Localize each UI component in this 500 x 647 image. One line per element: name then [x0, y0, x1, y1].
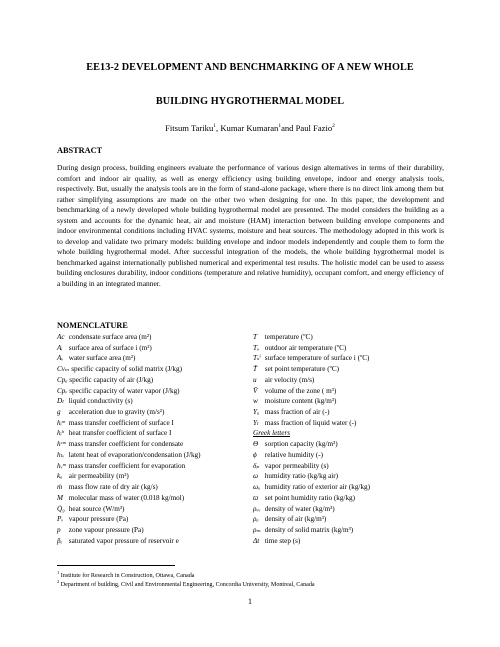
- nomenclature-entry: [253, 525, 453, 536]
- nomenclature-symbol: hᵢᵐ: [57, 418, 65, 427]
- nomenclature-entry: [57, 536, 257, 547]
- nomenclature-description: heat source (W/m³): [68, 504, 125, 513]
- nomenclature-description: density of air (kg/m³): [264, 515, 327, 524]
- author-3: Paul Fazio: [295, 123, 333, 133]
- nomenclature-description: outdoor air temperature (ºC): [264, 343, 347, 352]
- abstract-body: During design process, building engineers evaluate the performance of various design alternatives in terms of their durability, comfort and indoor air quality, as well as energy efficiency using building envelope, indoor and energy analysis tools, respectively. But, usually the analysis tools are in the form of stand-alone package, where there is no direct link among them but rather simplifying assumptions are made on the other two when designing for one. In this paper, the development and benchmarking of a newly developed whole building hygrothermal model are presented. The model considers the building as a system and accounts for the dynamic heat, air and moisture (HAM) interaction between building envelope components and indoor environmental conditions including HVAC systems, moisture and heat sources. The methodology adopted in this work is to develop and validate two primary models: building envelope and indoor models independently and couple them to form the whole building hygrothermal model. After successful integration of the models, the whole building hygrothermal model is benchmarked against internationally published numerical and experimental test results. The holistic model can be used to assess building enclosures durability, indoor conditions (temperature and relative humidity), occupant comfort, and energy efficiency of a building in an integrated manner.: [57, 163, 444, 289]
- nomenclature-symbol: δₚ: [253, 461, 260, 470]
- nomenclature-entry: [57, 525, 257, 536]
- footnote-2: [57, 579, 315, 588]
- nomenclature-symbol: Aᵢ: [57, 343, 63, 352]
- nomenclature-symbol: Yₗ: [253, 418, 259, 427]
- nomenclature-entry: [57, 375, 257, 386]
- nomenclature-symbol: hᵥᵐ: [57, 461, 66, 470]
- nomenclature-description: mass fraction of air (-): [264, 408, 330, 417]
- nomenclature-description: surface temperature of surface i (ºC): [264, 354, 370, 363]
- nomenclature-description: air velocity (m/s): [264, 375, 315, 384]
- author-2: Kumar Kumaran: [220, 123, 279, 133]
- nomenclature-description: specific capacity of air (J/kg): [69, 375, 154, 384]
- nomenclature-entry: [57, 407, 257, 418]
- nomenclature-symbol: ϖ: [253, 493, 259, 502]
- nomenclature-symbol: T̃: [253, 365, 257, 374]
- nomenclature-entry: [57, 461, 257, 472]
- nomenclature-entry: [253, 407, 453, 418]
- nomenclature-description: volume of the zone ( m³): [264, 386, 337, 395]
- nomenclature-entry: [253, 396, 453, 407]
- nomenclature-symbol: Pᵥ: [57, 515, 64, 524]
- nomenclature-description: water surface area (m²): [68, 354, 136, 363]
- footnote-2-text: Department of building, Civil and Environmental Engineering, Concordia University, Montreal, Canada: [60, 582, 315, 589]
- page-number: 1: [248, 597, 252, 606]
- nomenclature-description: mass flow rate of dry air (kg/s): [68, 483, 158, 492]
- nomenclature-description: humidity ratio of exterior air (kg/kg): [264, 483, 370, 492]
- nomenclature-entry: [253, 514, 453, 525]
- nomenclature-symbol: hₗᵥ: [57, 450, 65, 459]
- footnote-1-text: Institute for Research in Construction, Ottawa, Canada: [60, 573, 195, 580]
- footnote-2-number: 2: [57, 579, 60, 584]
- nomenclature-entry: [57, 343, 257, 354]
- nomenclature-entry: [253, 428, 453, 439]
- nomenclature-symbol: g⃗: [57, 408, 67, 417]
- greek-letters-subheading: Greek letters: [253, 429, 291, 438]
- footnote-divider: [57, 565, 175, 566]
- nomenclature-symbol: hᶜᵐ: [57, 440, 66, 449]
- nomenclature-entry: [57, 471, 257, 482]
- nomenclature-symbol: ω: [253, 472, 259, 481]
- nomenclature-description: surface area of surface i (m²): [68, 343, 152, 352]
- nomenclature-entry: [253, 493, 453, 504]
- nomenclature-description: vapor permeability (s): [264, 461, 329, 470]
- nomenclature-symbol: ωₒ: [253, 483, 261, 492]
- nomenclature-entry: [57, 428, 257, 439]
- nomenclature-symbol: Dₗ: [57, 397, 64, 406]
- paper-title-line-1: EE13-2 DEVELOPMENT AND BENCHMARKING OF A NEW WHOLE: [86, 62, 414, 73]
- nomenclature-symbol: Aᵥ: [57, 354, 64, 363]
- nomenclature-symbol: u⃗: [253, 375, 263, 384]
- nomenclature-entry: [253, 375, 453, 386]
- footnote-1-number: 1: [57, 570, 60, 575]
- nomenclature-symbol: p: [57, 525, 61, 534]
- nomenclature-entry: [57, 396, 257, 407]
- nomenclature-entry: [253, 364, 453, 375]
- nomenclature-symbol: Cpₐ: [57, 375, 68, 384]
- nomenclature-entry: [253, 332, 453, 343]
- nomenclature-symbol: ρₘ: [253, 525, 261, 534]
- nomenclature-symbol: Yₐ: [253, 408, 260, 417]
- nomenclature-entry: [253, 418, 453, 429]
- nomenclature-symbol: Cpᵥ: [57, 386, 68, 395]
- nomenclature-description: mass transfer coefficient for evaporation: [68, 461, 186, 470]
- nomenclature-symbol: Ac: [57, 333, 65, 341]
- nomenclature-description: mass transfer coefficient for condensate: [68, 440, 184, 449]
- nomenclature-entry: [253, 504, 453, 515]
- nomenclature-description: zone vapour pressure (Pa): [68, 525, 144, 534]
- abstract-heading: ABSTRACT: [57, 146, 103, 155]
- nomenclature-entry: [57, 504, 257, 515]
- author-list: [0, 123, 500, 133]
- nomenclature-description: sorption capacity (kg/m³): [264, 440, 338, 449]
- nomenclature-symbol: Tₒ: [253, 343, 260, 352]
- nomenclature-entry: [57, 450, 257, 461]
- nomenclature-description: density of water (kg/m³): [264, 504, 335, 513]
- nomenclature-entry: [57, 482, 257, 493]
- nomenclature-description: saturated vapor pressure of reservoir e: [68, 536, 179, 545]
- nomenclature-entry: [57, 514, 257, 525]
- nomenclature-entry: [57, 332, 257, 343]
- nomenclature-symbol: ϕ: [253, 450, 257, 459]
- nomenclature-description: molecular mass of water (0.018 kg/mol): [68, 493, 185, 502]
- nomenclature-entry: [57, 493, 257, 504]
- nomenclature-entry: [57, 439, 257, 450]
- nomenclature-entry: [253, 536, 453, 547]
- nomenclature-description: condensate surface area (m²): [68, 333, 152, 341]
- author-separator: and: [281, 123, 296, 133]
- author-3-affiliation: 2: [332, 123, 335, 130]
- author-2-affiliation: 1: [278, 123, 282, 130]
- nomenclature-description: mass transfer coefficient of surface I: [68, 418, 174, 427]
- nomenclature-symbol: Tₛⁱ: [253, 354, 261, 363]
- author-separator: ,: [216, 123, 221, 133]
- nomenclature-description: temperature (ºC): [264, 333, 313, 341]
- nomenclature-description: specific capacity of solid matrix (J/kg): [71, 365, 182, 374]
- nomenclature-entry: [57, 353, 257, 364]
- nomenclature-description: density of solid matrix (kg/m³): [264, 525, 354, 534]
- nomenclature-symbol: Q̇₉: [57, 504, 65, 513]
- nomenclature-symbol: Δt: [253, 536, 260, 545]
- nomenclature-entry: [253, 482, 453, 493]
- nomenclature-description: air permeability (m²): [68, 472, 129, 481]
- nomenclature-symbol: ρᵥᵥ: [253, 504, 261, 513]
- nomenclature-description: liquid conductivity (s): [68, 397, 133, 406]
- nomenclature-description: vapour pressure (Pa): [68, 515, 129, 524]
- nomenclature-entry: [57, 386, 257, 397]
- nomenclature-symbol: kₐ: [57, 472, 63, 481]
- author-1-affiliation: 1: [213, 123, 217, 130]
- nomenclature-description: humidity ratio (kg/kg air): [264, 472, 339, 481]
- nomenclature-entry: [253, 353, 453, 364]
- footnote-1: [57, 570, 194, 579]
- nomenclature-symbol: M: [57, 493, 63, 502]
- nomenclature-symbol: p̃ₑ: [57, 536, 63, 545]
- paper-title-line-2: BUILDING HYGROTHERMAL MODEL: [155, 96, 345, 107]
- nomenclature-description: acceleration due to gravity (m/s²): [68, 408, 165, 417]
- nomenclature-heading: NOMENCLATURE: [57, 321, 128, 330]
- nomenclature-left-column: [57, 332, 257, 546]
- nomenclature-entry: [253, 450, 453, 461]
- nomenclature-symbol: w: [253, 397, 258, 406]
- nomenclature-description: mass fraction of liquid water (-): [264, 418, 357, 427]
- nomenclature-description: relative humidity (-): [264, 450, 324, 459]
- nomenclature-symbol: ṁ: [57, 483, 63, 492]
- nomenclature-description: set point temperature (ºC): [264, 365, 340, 374]
- nomenclature-entry: [253, 439, 453, 450]
- nomenclature-symbol: hᵢʰ: [57, 429, 64, 438]
- nomenclature-description: time step (s): [264, 536, 301, 545]
- nomenclature-description: set point humidity ratio (kg/kg): [264, 493, 356, 502]
- nomenclature-right-column: [253, 332, 453, 546]
- nomenclature-entry: [57, 418, 257, 429]
- nomenclature-symbol: T: [253, 333, 257, 341]
- nomenclature-symbol: Cvₘ: [57, 365, 70, 374]
- nomenclature-symbol: Θ: [253, 440, 259, 449]
- nomenclature-symbol: V̄: [253, 386, 258, 395]
- author-1: Fitsum Tariku: [165, 123, 214, 133]
- nomenclature-description: specific capacity of water vapor (J/kg): [69, 386, 180, 395]
- nomenclature-description: heat transfer coefficient of surface I: [68, 429, 172, 438]
- nomenclature-entry: [253, 343, 453, 354]
- nomenclature-entry: [253, 461, 453, 472]
- nomenclature-symbol: ρₐ: [253, 515, 259, 524]
- nomenclature-entry: [253, 386, 453, 397]
- nomenclature-entry: [57, 364, 257, 375]
- nomenclature-entry: [253, 471, 453, 482]
- nomenclature-description: latent heat of evaporation/condensation (J/kg): [68, 450, 201, 459]
- nomenclature-description: moisture content (kg/m³): [264, 397, 337, 406]
